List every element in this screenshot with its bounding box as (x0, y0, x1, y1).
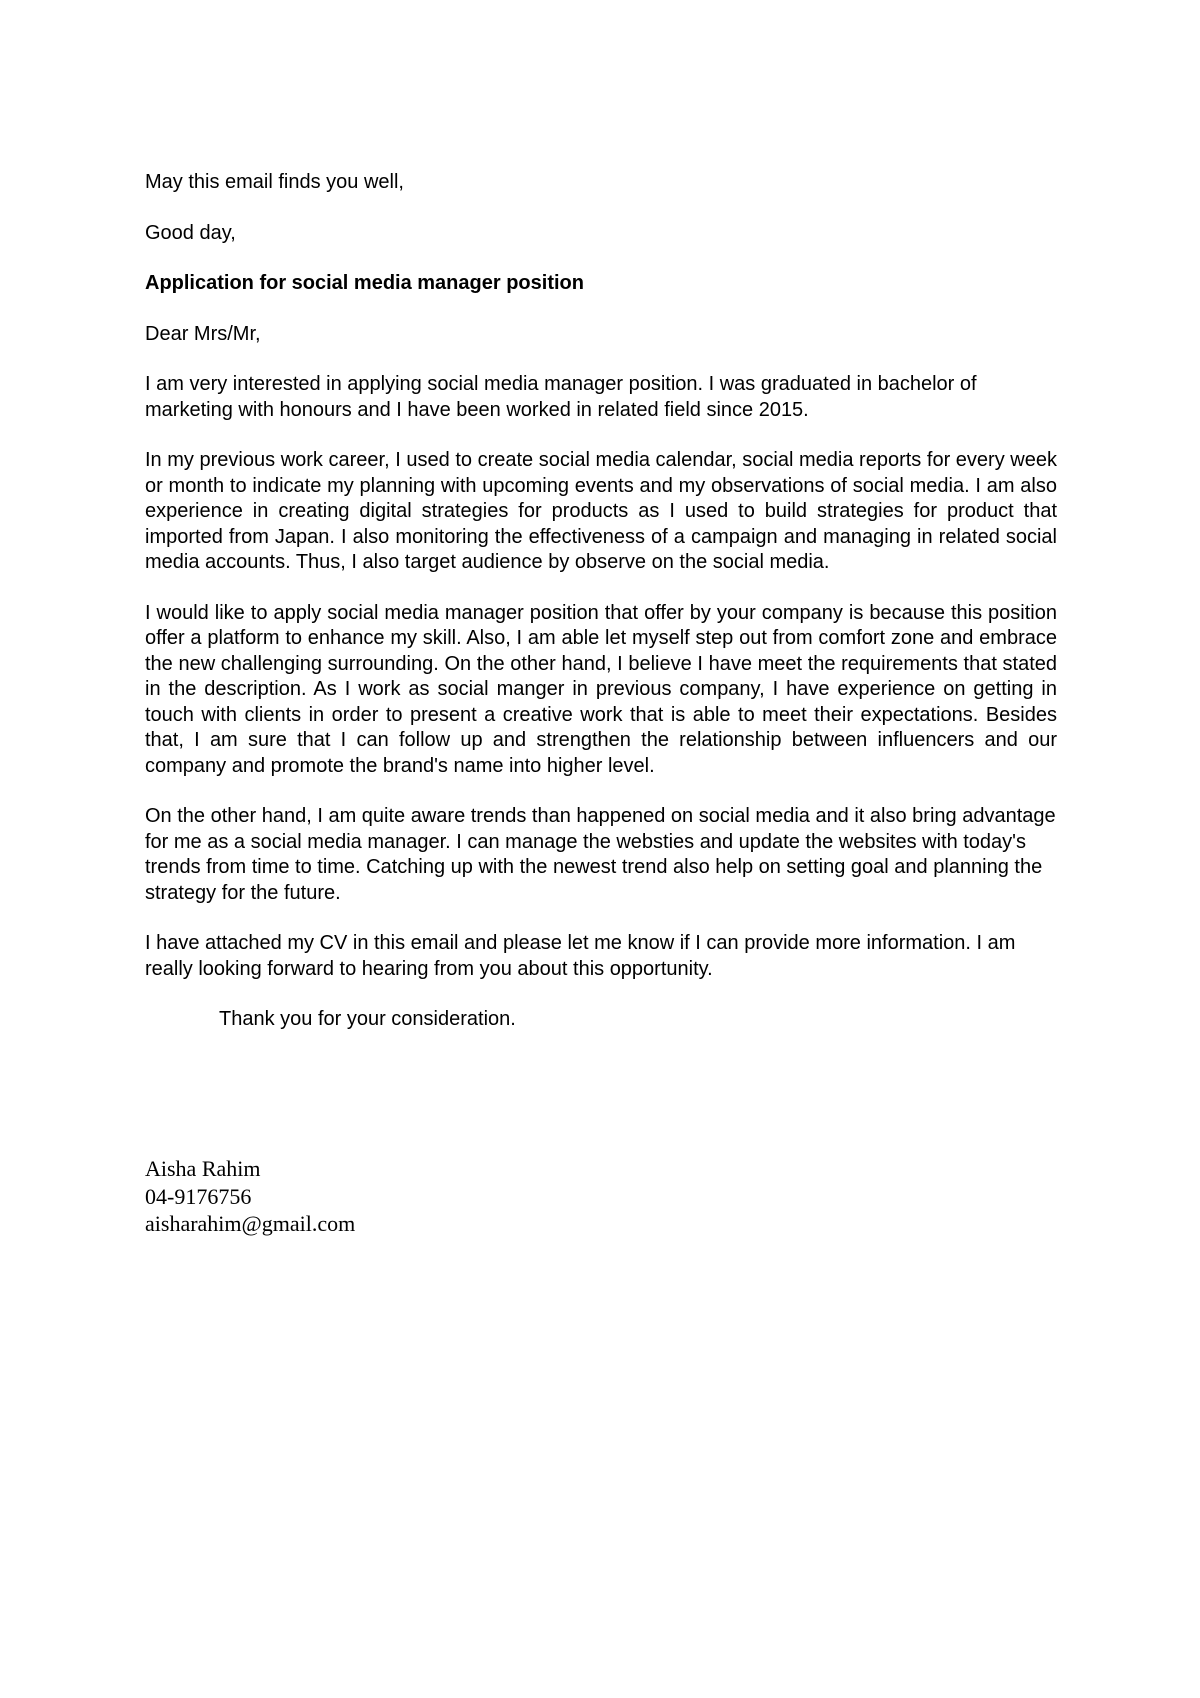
opening-line: May this email finds you well, (145, 171, 404, 193)
paragraph-attachment: I have attached my CV in this email and please let me know if I can provide more information. I am really looking forward to hearing from you about this opportunity. (145, 932, 1016, 980)
signature-phone: 04-9176756 (145, 1183, 252, 1209)
closing-line: Thank you for your consideration. (219, 1008, 516, 1030)
paragraph-trends: On the other hand, I am quite aware trends than happened on social media and it also bring advantage for me as a social media manager. I can manage the websties and update the websites with today's trends from time to time. Catching up with the newest trend also help on setting goal and planning the strategy for the future. (145, 805, 1056, 904)
letter-body (145, 170, 1057, 1058)
salutation: Dear Mrs/Mr, (145, 322, 261, 345)
subject-line: Application for social media manager position (145, 272, 584, 294)
signature-block (145, 1155, 355, 1238)
paragraph-intro: I am very interested in applying social media manager position. I was graduated in bachelor of marketing with honours and I have been worked in related field since 2015. (145, 373, 977, 421)
paragraph-experience: In my previous work career, I used to create social media calendar, social media reports for every week or month to indicate my planning with upcoming events and my observations of social media. I am also experience in creating digital strategies for products as I used to build strategies for product that imported from Japan. I also monitoring the effectiveness of a campaign and managing in related social media accounts. Thus, I also target audience by observe on the social media. (145, 449, 1057, 573)
greeting: Good day, (145, 221, 236, 244)
signature-email: aisharahim@gmail.com (145, 1211, 356, 1236)
signature-name: Aisha Rahim (145, 1156, 261, 1181)
paragraph-motivation: I would like to apply social media manager position that offer by your company is because this position offer a platform to enhance my skill. Also, I am able let myself step out from comfort zone and embrace the new challenging surrounding. On the other hand, I believe I have meet the requirements that stated in the description. As I work as social manger in previous company, I have experience on getting in touch with clients in order to present a creative work that is able to meet their expectations. Besides that, I am sure that I can follow up and strengthen the relationship between influencers and our company and promote the brand's name into higher level. (145, 601, 1057, 777)
